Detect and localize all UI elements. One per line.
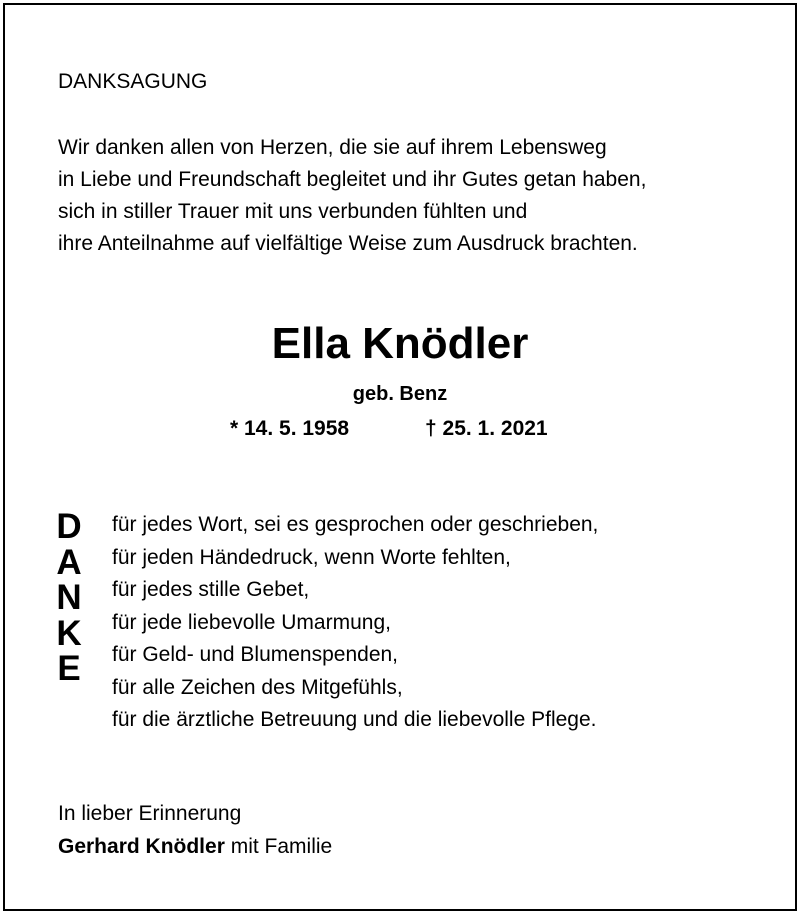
intro-line: ihre Anteilnahme auf vielfältige Weise zum Ausdruck brachten. <box>58 232 638 255</box>
danke-letter: E <box>57 649 81 688</box>
intro-line: Wir danken allen von Herzen, die sie auf ihrem Lebensweg <box>58 136 607 159</box>
danke-vertical-word <box>48 509 90 687</box>
thanks-line: für alle Zeichen des Mitgefühls, <box>112 675 403 699</box>
thanks-line: für jeden Händedruck, wenn Worte fehlten, <box>112 545 511 569</box>
danke-letter: N <box>56 578 82 617</box>
danke-letter: A <box>56 542 82 582</box>
danke-letter: K <box>56 613 82 653</box>
thanks-line: für jedes stille Gebet, <box>112 578 310 601</box>
thanks-line: für die ärztliche Betreuung und die liebevolle Pflege. <box>112 708 597 731</box>
intro-paragraph <box>58 132 646 260</box>
danke-letter: D <box>56 507 82 546</box>
closing-line: In lieber Erinnerung <box>58 802 242 825</box>
intro-line: in Liebe und Freundschaft begleitet und ihr Gutes getan haben, <box>58 168 647 191</box>
deceased-name: Ella Knödler <box>271 319 529 368</box>
signature-line <box>58 830 332 863</box>
maiden-name: geb. Benz <box>352 383 448 405</box>
signer-suffix: mit Familie <box>224 835 333 858</box>
closing-block <box>58 797 332 863</box>
intro-line: sich in stiller Trauer mit uns verbunden fühlten und <box>58 200 528 223</box>
notice-heading: DANKSAGUNG <box>58 70 208 93</box>
thanks-list <box>112 509 598 737</box>
thanks-line: für jede liebevolle Umarmung, <box>112 610 391 634</box>
thanks-line: für jedes Wort, sei es gesprochen oder geschrieben, <box>112 513 599 536</box>
signer-name: Gerhard Knödler <box>58 835 225 858</box>
death-date: † 25. 1. 2021 <box>425 417 548 440</box>
thanks-line: für Geld- und Blumenspenden, <box>112 643 399 666</box>
birth-date: * 14. 5. 1958 <box>230 417 350 440</box>
